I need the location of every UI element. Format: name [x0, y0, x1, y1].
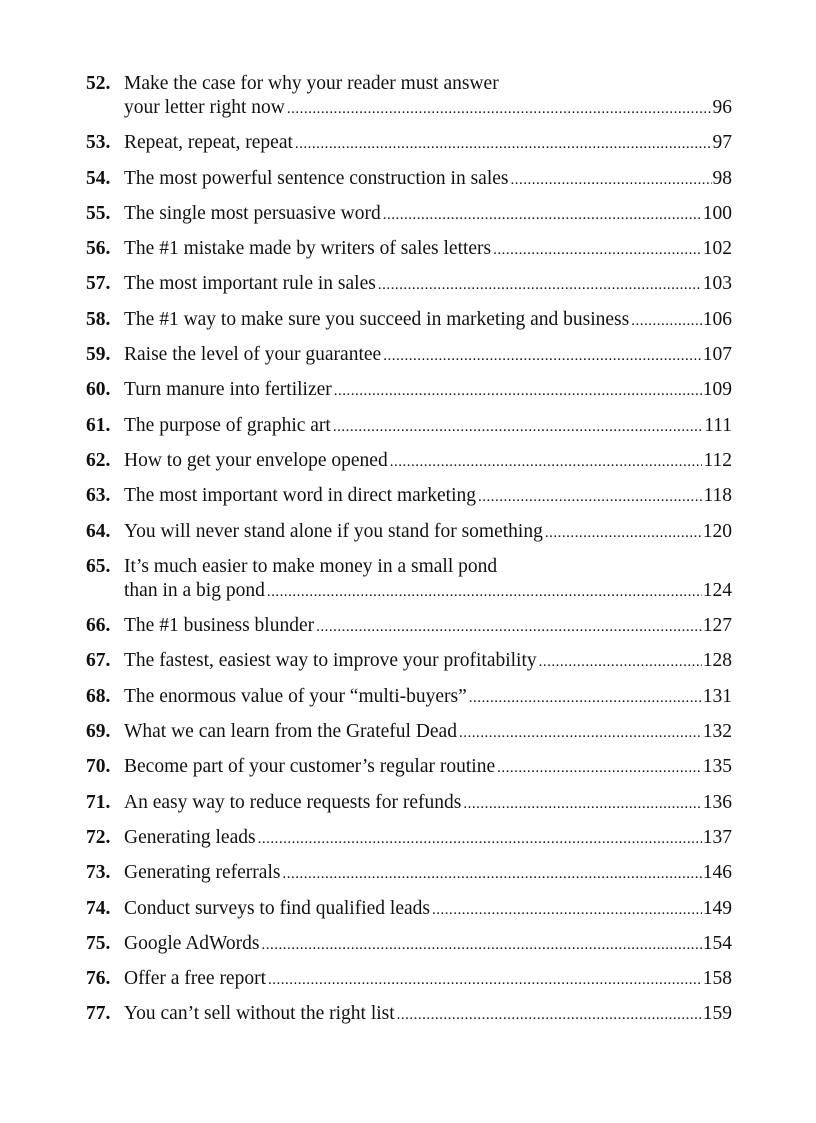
entry-page-number: 103 [702, 273, 732, 295]
entry-title: Become part of your customer’s regular routine [124, 756, 496, 778]
dot-leader [295, 132, 712, 156]
entry-page-number: 109 [702, 379, 732, 401]
entry-page-number: 124 [702, 579, 732, 601]
dot-leader [463, 792, 701, 816]
entry-body [124, 685, 732, 710]
entry-title: Google AdWords [124, 932, 260, 954]
toc-entry [86, 72, 732, 121]
dot-leader [334, 379, 702, 403]
entry-line [124, 861, 732, 886]
toc-entry [86, 555, 732, 604]
entry-body [124, 967, 732, 992]
entry-line [124, 685, 732, 710]
entry-title: Offer a free report [124, 968, 267, 990]
entry-line [124, 308, 732, 333]
entry-line [124, 897, 732, 922]
dot-leader [282, 862, 701, 886]
dot-leader [510, 168, 711, 192]
entry-page-number: 159 [702, 1003, 732, 1025]
entry-line [124, 755, 732, 780]
dot-leader [316, 615, 702, 639]
toc-entry [86, 237, 732, 262]
entry-page-number: 132 [702, 721, 732, 743]
entry-number: 64. [86, 520, 111, 542]
toc-entry [86, 932, 732, 957]
entry-number: 57. [86, 273, 111, 295]
entry-number: 60. [86, 379, 111, 401]
entry-body [124, 72, 732, 121]
dot-leader [469, 686, 702, 710]
dot-leader [261, 933, 701, 957]
dot-leader [497, 756, 702, 780]
entry-number: 58. [86, 308, 111, 330]
entry-number: 61. [86, 414, 111, 436]
entry-number: 74. [86, 897, 111, 919]
toc-entry [86, 685, 732, 710]
entry-line [124, 1002, 732, 1027]
entry-title: than in a big pond [124, 579, 265, 601]
entry-title: The most important word in direct marketing [124, 485, 476, 507]
dot-leader [333, 415, 703, 439]
entry-body [124, 308, 732, 333]
toc-entry [86, 649, 732, 674]
toc-entry [86, 520, 732, 545]
entry-title-line1: Make the case for why your reader must answer [124, 73, 499, 94]
entry-line [124, 167, 732, 192]
dot-leader [459, 721, 702, 745]
entry-body [124, 720, 732, 745]
entry-title: What we can learn from the Grateful Dead [124, 721, 457, 743]
entry-page-number: 111 [704, 414, 732, 436]
entry-number: 72. [86, 826, 111, 848]
entry-page-number: 137 [702, 826, 732, 848]
entry-title: You can’t sell without the right list [124, 1003, 395, 1025]
entry-title: You will never stand alone if you stand for something [124, 520, 543, 542]
entry-line [124, 720, 732, 745]
entry-page-number: 158 [702, 968, 732, 990]
entry-line [124, 826, 732, 851]
entry-number: 70. [86, 756, 111, 778]
entry-title: Generating referrals [124, 862, 281, 884]
entry-page-number: 135 [702, 756, 732, 778]
entry-title: Generating leads [124, 826, 256, 848]
entry-page-number: 131 [702, 685, 732, 707]
entry-page-number: 136 [702, 791, 732, 813]
toc-entry [86, 720, 732, 745]
toc-entry [86, 414, 732, 439]
toc-entry [86, 202, 732, 227]
entry-number: 77. [86, 1003, 111, 1025]
entry-line [124, 649, 732, 674]
toc-entry [86, 861, 732, 886]
entry-body [124, 861, 732, 886]
entry-page-number: 100 [702, 202, 732, 224]
entry-title: Conduct surveys to find qualified leads [124, 897, 430, 919]
entry-title: The #1 way to make sure you succeed in marketing and business [124, 308, 630, 330]
entry-body [124, 826, 732, 851]
entry-page-number: 106 [702, 308, 732, 330]
entry-page-number: 112 [703, 449, 732, 471]
entry-number: 67. [86, 650, 111, 672]
entry-page-number: 127 [702, 615, 732, 637]
entry-number: 55. [86, 202, 111, 224]
entry-title: The #1 business blunder [124, 615, 315, 637]
entry-page-number: 96 [712, 97, 732, 118]
dot-leader [258, 827, 702, 851]
entry-line [124, 202, 732, 227]
entry-line [124, 967, 732, 992]
entry-number: 52. [86, 73, 111, 94]
entry-number: 69. [86, 721, 111, 743]
toc-entry [86, 826, 732, 851]
entry-number: 63. [86, 485, 111, 507]
entry-title: Repeat, repeat, repeat [124, 132, 293, 154]
entry-title: The enormous value of your “multi-buyers” [124, 685, 467, 707]
toc-entry [86, 755, 732, 780]
entry-line [124, 237, 732, 262]
entry-line [124, 96, 732, 121]
entry-body [124, 237, 732, 262]
toc-entry [86, 614, 732, 639]
entry-line [124, 520, 732, 545]
toc-entry [86, 308, 732, 333]
entry-body [124, 897, 732, 922]
entry-number: 53. [86, 132, 111, 154]
entry-number: 54. [86, 167, 111, 189]
entry-page-number: 97 [712, 132, 732, 154]
entry-page-number: 128 [702, 650, 732, 672]
entry-title: Raise the level of your guarantee [124, 344, 382, 366]
entry-number: 76. [86, 968, 111, 990]
toc-entry [86, 449, 732, 474]
entry-line [124, 484, 732, 509]
toc-entry [86, 484, 732, 509]
entry-body [124, 614, 732, 639]
entry-body [124, 131, 732, 156]
dot-leader [390, 450, 703, 474]
entry-body [124, 649, 732, 674]
entry-body [124, 343, 732, 368]
entry-title: An easy way to reduce requests for refunds [124, 791, 462, 813]
dot-leader [378, 273, 702, 297]
entry-page-number: 149 [702, 897, 732, 919]
toc-entry [86, 897, 732, 922]
dot-leader [268, 968, 702, 992]
entry-body [124, 555, 732, 604]
entry-number: 73. [86, 862, 111, 884]
entry-title: Turn manure into fertilizer [124, 379, 332, 401]
dot-leader [493, 238, 702, 262]
dot-leader [397, 1003, 702, 1027]
dot-leader [383, 203, 702, 227]
entry-line [124, 614, 732, 639]
entry-title: The most important rule in sales [124, 273, 376, 295]
toc-entry [86, 272, 732, 297]
entry-page-number: 118 [703, 485, 732, 507]
dot-leader [432, 898, 702, 922]
toc-entry [86, 378, 732, 403]
entry-line [124, 414, 732, 439]
entry-line [124, 378, 732, 403]
entry-body [124, 755, 732, 780]
toc-entry [86, 967, 732, 992]
entry-line [124, 791, 732, 816]
entry-number: 66. [86, 615, 111, 637]
entry-line [124, 131, 732, 156]
entry-page-number: 154 [702, 932, 732, 954]
entry-number: 65. [86, 555, 111, 577]
entry-title: The fastest, easiest way to improve your profitability [124, 650, 537, 672]
entry-number: 62. [86, 449, 111, 471]
dot-leader [287, 97, 712, 121]
entry-line [124, 272, 732, 297]
entry-body [124, 484, 732, 509]
dot-leader [539, 650, 702, 674]
entry-number: 75. [86, 932, 111, 954]
entry-title: The #1 mistake made by writers of sales letters [124, 238, 492, 260]
entry-number: 71. [86, 791, 111, 813]
entry-line [124, 449, 732, 474]
entry-body [124, 167, 732, 192]
entry-body [124, 932, 732, 957]
dot-leader [478, 485, 702, 509]
entry-body [124, 414, 732, 439]
entry-line [124, 932, 732, 957]
entry-title-line1: It’s much easier to make money in a small pond [124, 555, 498, 577]
entry-body [124, 791, 732, 816]
entry-title: The single most persuasive word [124, 202, 381, 224]
entry-title: your letter right now [124, 97, 285, 118]
entry-number: 68. [86, 685, 111, 707]
entry-body [124, 1002, 732, 1027]
table-of-contents [86, 72, 732, 1038]
dot-leader [383, 344, 702, 368]
toc-entry [86, 167, 732, 192]
entry-page-number: 146 [702, 862, 732, 884]
toc-entry [86, 1002, 732, 1027]
entry-body [124, 202, 732, 227]
entry-number: 59. [86, 344, 111, 366]
dot-leader [631, 309, 702, 333]
entry-line [124, 579, 732, 604]
entry-title: The most powerful sentence construction in sales [124, 167, 509, 189]
toc-entry [86, 131, 732, 156]
entry-line [124, 343, 732, 368]
toc-entry [86, 791, 732, 816]
entry-page-number: 102 [702, 238, 732, 260]
entry-body [124, 378, 732, 403]
dot-leader [545, 521, 702, 545]
dot-leader [267, 580, 702, 604]
entry-body [124, 520, 732, 545]
entry-page-number: 98 [712, 167, 732, 189]
entry-body [124, 272, 732, 297]
entry-title: The purpose of graphic art [124, 414, 331, 436]
toc-entry [86, 343, 732, 368]
entry-page-number: 107 [702, 344, 732, 366]
entry-number: 56. [86, 238, 111, 260]
entry-page-number: 120 [702, 520, 732, 542]
entry-title: How to get your envelope opened [124, 449, 388, 471]
entry-body [124, 449, 732, 474]
